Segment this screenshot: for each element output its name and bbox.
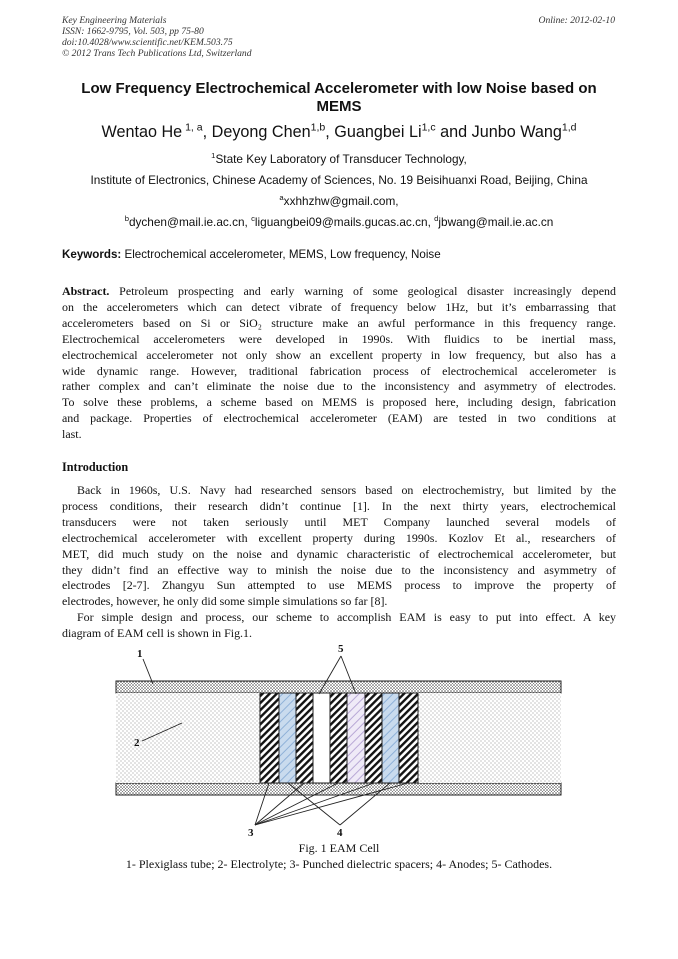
email-line: $^b$dychen@mail.ie.ac.cn, $^c$liguangbei09@mails.gucas.ac.cn, $^d$jbwang@mail.ie.ac.cn [124,214,554,229]
paper-title: Low Frequency Electrochemical Accelerometer with low Noise based on MEMS [81,80,597,115]
abstract-line: wide dynamic range. However, traditional fabrication process of electrochemical accelerometer is [62,363,616,378]
body-line: MET, did much study on the noise and dynamic characteristic of electrochemical accelerometer, but [62,546,616,561]
abstract-line: and package. Properties of electrochemical accelerometer (EAM) are tested in two conditions at [62,411,616,426]
anode-layer [347,693,365,783]
author-name: Deyong Chen [211,123,311,141]
introduction-body [62,483,616,642]
abstract-line: rather complex and can’t eliminate the noise due to the inconsistency and asymmetry of electrodes. [62,379,616,394]
abstract-label: Abstract. [62,284,110,298]
figure-caption-legend: 1- Plexiglass tube; 2- Electrolyte; 3- Punched dielectric spacers; 4- Anodes; 5- Cathodes. [125,857,553,871]
abstract-line: accelerometers based on Si or SiO₂ structure make an awful performance in this frequency range. [62,315,616,330]
eam-cell-diagram [0,640,678,840]
author-name: Junbo Wang [471,123,562,141]
figure-caption [62,840,616,872]
doi-line: doi:10.4028/www.scientific.net/KEM.503.75 [62,37,233,48]
issn-line: ISSN: 1662-9795, Vol. 503, pp 75-80 [62,26,204,37]
abstract-line: on the accelerometers which can detect vibrate of frequency below 1Hz, but it’s embarrassing that [62,299,616,314]
affiliation-address: Institute of Electronics, Chinese Academy of Sciences, No. 19 Beisihuanxi Road, Beijing, China [90,173,588,187]
author-affiliation-mark: 1, a [182,121,203,134]
label-plexiglass-tube: 1 [137,648,143,660]
body-line: electrodes, however, he only did some simple simulations so far [8]. [62,594,388,609]
cathode-layer [279,693,296,783]
body-line: diagram of EAM cell is shown in Fig.1. [62,626,252,641]
abstract-line: To solve these problems, a scheme based on MEMS is proposed here, including design, fabrication [62,395,616,410]
dielectric-spacer [399,693,418,783]
author-affiliation-mark: 1,b [310,121,326,134]
online-date: Online: 2012-02-10 [538,15,615,26]
author-affiliation-mark: 1,d [561,121,577,134]
author-name: Guangbei Li [334,123,422,141]
dielectric-spacer [330,693,347,783]
dielectric-spacer [365,693,382,783]
section-heading-introduction: Introduction [62,460,129,474]
journal-metadata [62,15,252,59]
body-line: electrochemical accelerometer with excellent property during 1990s. Kozlov Et al., researchers of [62,530,616,545]
author-name: Wentao He [101,123,183,141]
dielectric-spacer [260,693,279,783]
label-cathodes: 5 [338,643,344,655]
body-line: For simple design and process, our scheme to accomplish EAM is easy to put into effect. A key [77,610,616,625]
keywords [62,247,616,263]
body-line: Back in 1960s, U.S. Navy had researched sensors based on electrochemistry, but limited by the [77,483,616,497]
cathode-layer [382,693,399,783]
dielectric-spacer [296,693,313,783]
affiliation-block [62,149,616,233]
body-line: process conditions, their research didn’t continue [1]. In the next thirty years, electrochemical [62,498,616,513]
copyright-line: © 2012 Trans Tech Publications Ltd, Switzerland [62,48,252,59]
journal-name: Key Engineering Materials [62,15,167,26]
author-list: Wentao He $^{1, a}$, Deyong Chen$^{1,b}$, Guangbei Li$^{1,c}$ and Junbo Wang$^{1,d}$ [101,121,577,141]
email-line: $^a$xxhhzhw@gmail.com, [279,193,399,208]
affiliation-line: $^1$State Key Laboratory of Transducer Technology, [211,151,467,166]
body-line: transducers were not taken seriously until MET Company launched several models of [62,514,616,529]
abstract-line: last. [62,427,82,442]
keywords-text: Electrochemical accelerometer, MEMS, Low frequency, Noise [121,248,441,261]
body-line: electrodes [2-7]. Zhangyu Sun attempted to use MEMS process to improve the property of [62,578,616,593]
abstract-line: electrochemical accelerometer not only show an excellent property in low frequency, but also has a [62,347,616,362]
body-line: they didn’t find an effective way to minish the noise due to the inconsistency and asymmetry of [62,562,616,577]
plexiglass-tube-top [116,681,561,693]
label-dielectric-spacers: 3 [248,827,254,839]
center-gap [313,693,330,783]
figure-caption-title: Fig. 1 EAM Cell [298,841,380,855]
plexiglass-tube-bottom [116,783,561,795]
abstract-line: Petroleum prospecting and early warning of some geological disaster increasingly depend [109,284,616,298]
abstract [62,284,616,443]
abstract-line: Electrochemical accelerometers were developed in 1990s. With fluidics to be inertial mass, [62,331,616,346]
author-affiliation-mark: 1,c [421,121,436,134]
label-anodes: 4 [337,827,343,839]
label-electrolyte: 2 [134,737,140,749]
keywords-label: Keywords: [62,248,122,261]
